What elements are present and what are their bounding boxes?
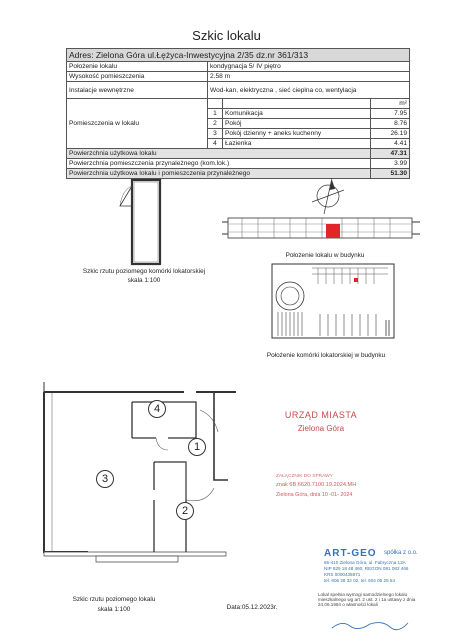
location-in-building-caption: Położenie lokalu w budynku: [285, 252, 365, 259]
storage-in-building-caption: Położenie komórki lokatorskiej w budynku: [266, 352, 386, 359]
location-value: kondygnacja 5/ IV piętro: [208, 62, 410, 72]
total-area-label: Powierzchnia użytkowa lokalu i pomieszczenia przynależnego: [67, 169, 371, 179]
storage-cell-sketch: [118, 178, 168, 268]
annex-stamp-line3: Zielona Góra, dnia 10 -01- 2024: [276, 492, 353, 498]
room-row: 2 Pokój 8.76: [67, 119, 410, 129]
aux-area-value: 3.99: [371, 159, 410, 169]
room-3-label: 3: [96, 470, 114, 488]
unit-sketch-caption: Szkic rzutu poziomego lokalu: [72, 596, 156, 603]
company-suffix: spółka z o.o.: [384, 550, 418, 556]
storage-location-plan: [268, 262, 398, 342]
unit-label: m²: [371, 99, 410, 109]
total-area-value: 51.30: [371, 169, 410, 179]
company-krs: KRS 0000435871: [324, 572, 361, 577]
page-title: Szkic lokalu: [192, 28, 261, 43]
room-4-label: 4: [148, 400, 166, 418]
annex-stamp-line1: ZAŁĄCZNIK DO SPRAWY: [276, 474, 333, 479]
location-label: Położenie lokalu: [67, 62, 208, 72]
company-phone: tel. 606 28 32 02, tel. 604 06 25 54: [324, 578, 396, 583]
room-row: 3 Pokój dzienny + aneks kuchenny 26.19: [67, 129, 410, 139]
usable-area-value: 47.31: [371, 149, 410, 159]
storage-sketch-caption: Szkic rzutu poziomego komórki lokatorskiej: [82, 268, 206, 275]
height-label: Wysokość pomieszczenia: [67, 72, 208, 82]
company-name: ART-GEO: [324, 548, 377, 559]
room-2-label: 2: [176, 502, 194, 520]
room-row: 1 Komunikacja 7.95: [67, 109, 410, 119]
info-table: [66, 48, 410, 179]
address: Adres: Zielona Góra ul.Łężyca-Inwestycyjna 2/35 dz.nr 361/313: [67, 49, 410, 62]
building-location-plan: [222, 210, 422, 250]
certification-note: Lokal spełnia wymogi samodzielnego lokalu mieszkalnego wg art. 2 ust. 2 i 1a ustawy z dnia 24.06.1994 o własności lokali: [318, 592, 416, 608]
annex-stamp-line2: znak 6B.6620.7100.19.2024.MH: [276, 482, 357, 488]
company-nip: NIP 929 18 48 460, REGON 081 082 466: [324, 566, 409, 571]
usable-area-label: Powierzchnia użytkowa lokalu: [67, 149, 371, 159]
office-stamp-line1: URZĄD MIASTA: [284, 410, 358, 420]
storage-sketch-scale: skala 1:100: [127, 277, 161, 284]
office-stamp-line2: Zielona Góra: [297, 424, 345, 433]
room-1-label: 1: [188, 438, 206, 456]
rooms-label: Pomieszczenia w lokalu: [67, 99, 208, 149]
install-value: Wod-kan, elektryczna , sieć cieplna co, wentylacja: [208, 82, 410, 99]
company-address: 65-410 Zielona Góra, ul. Fabryczna 13A: [324, 560, 406, 565]
room-row: 4 Łazienka 4.41: [67, 139, 410, 149]
sketch-date: Data:05.12.2023r.: [226, 604, 278, 611]
unit-sketch-scale: skala 1:100: [97, 606, 131, 613]
install-label: Instalacje wewnętrzne: [67, 82, 208, 99]
aux-area-label: Powierzchnia pomieszczenia przynależnego (kom.lok.): [67, 159, 371, 169]
signature-icon: [330, 618, 410, 632]
unit-floor-plan: [36, 380, 236, 570]
unit-position-marker: [326, 224, 340, 238]
height-value: 2.58 m: [208, 72, 410, 82]
